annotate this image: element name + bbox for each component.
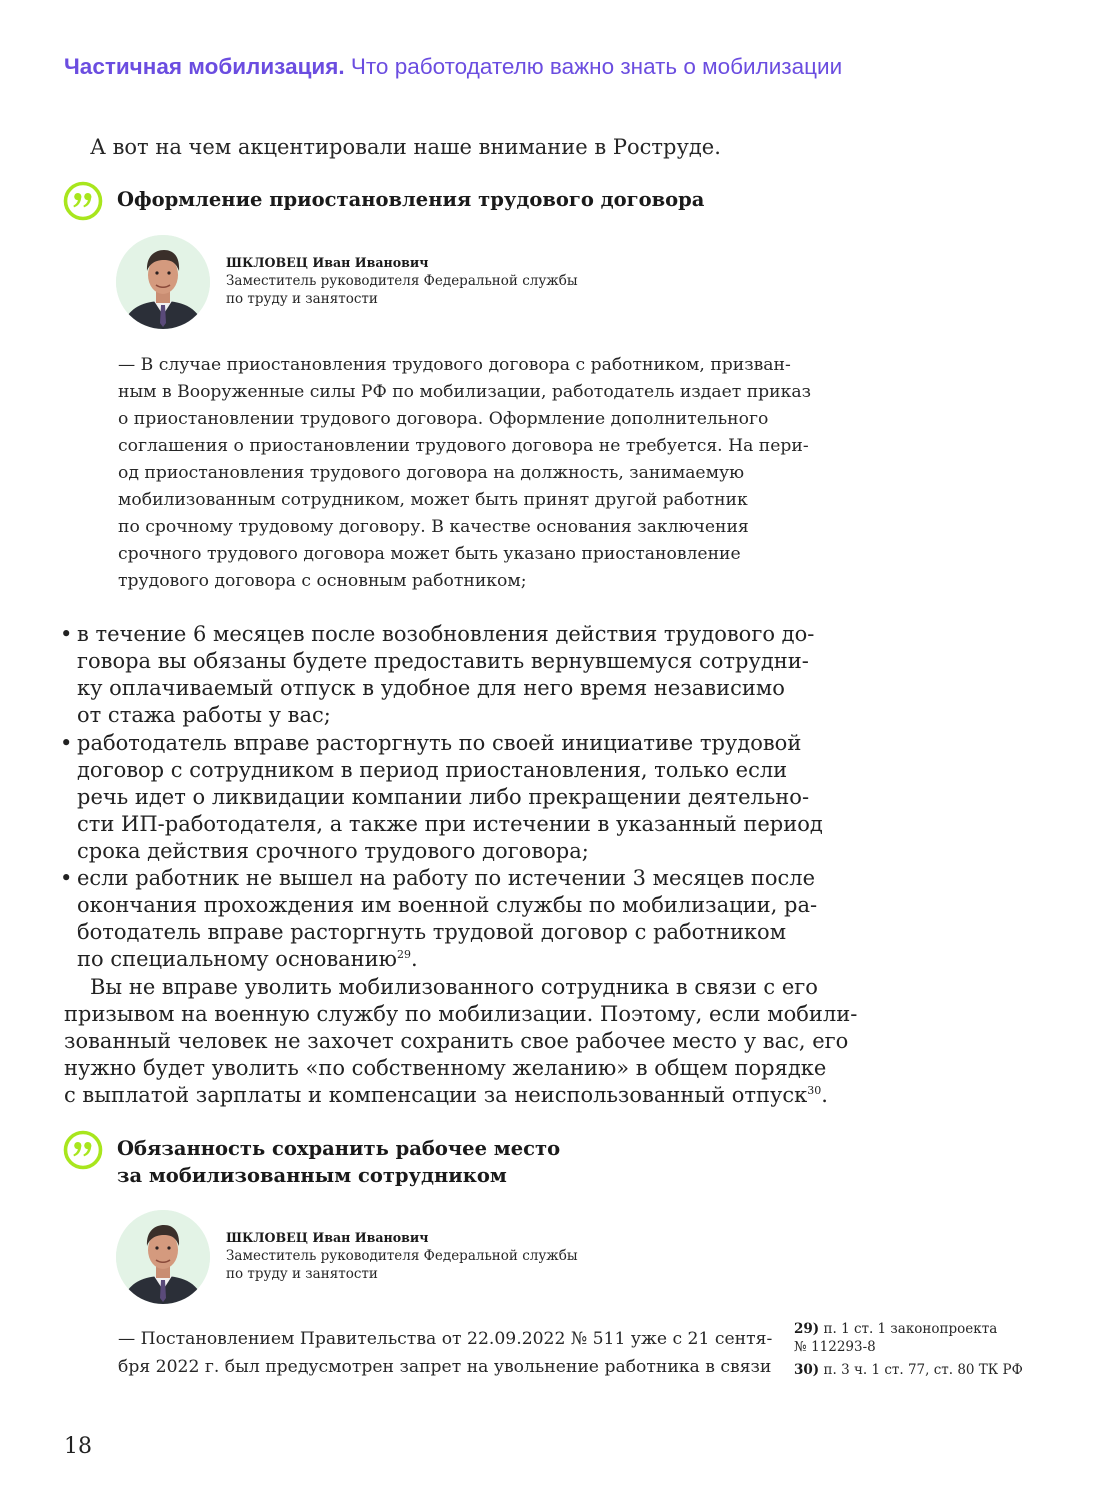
header-bold: Частичная мобилизация. <box>64 54 345 79</box>
paragraph-line: нужно будет уволить «по собственному желанию» в общем порядке <box>64 1056 827 1080</box>
section2-title: за мобилизованным сотрудником <box>117 1164 507 1187</box>
section1-title: Оформление приостановления трудового договора <box>117 188 705 211</box>
speaker-role-line: Заместитель руководителя Федеральной службы <box>226 273 578 289</box>
bullet-line: сти ИП-работодателя, а также при истечении в указанный период <box>77 812 823 836</box>
footnote-ref[interactable]: 29 <box>396 948 411 961</box>
quote-line: по срочному трудовому договору. В качестве основания заключения <box>118 517 749 537</box>
running-header <box>64 54 842 80</box>
quote-line: срочного трудового договора может быть указано приостановление <box>118 544 741 564</box>
bullet-line: ботодатель вправе расторгнуть трудовой договор с работником <box>77 920 787 944</box>
intro-text: А вот на чем акцентировали наше внимание в Роструде. <box>90 135 721 159</box>
quote-line: ным в Вооруженные силы РФ по мобилизации, работодатель издает приказ <box>118 382 811 402</box>
quote-line: о приостановлении трудового договора. Оформление дополнительного <box>118 409 769 429</box>
speaker-photo <box>116 235 210 329</box>
bullet-line: договор с сотрудником в период приостановления, только если <box>77 758 788 782</box>
bullet-line: от стажа работы у вас; <box>77 703 331 727</box>
bullet-marker: • <box>60 866 73 890</box>
speaker-photo <box>116 1210 210 1304</box>
speaker-name: ШКЛОВЕЦ Иван Иванович <box>226 1230 429 1245</box>
bullet-line: ку оплачиваемый отпуск в удобное для него время независимо <box>77 676 785 700</box>
bullet-line: работодатель вправе расторгнуть по своей инициативе трудовой <box>77 731 802 755</box>
speaker-role-line: по труду и занятости <box>226 1266 378 1282</box>
bullet-marker: • <box>60 731 73 755</box>
bullet-line: говора вы обязаны будете предоставить вернувшемуся сотрудни- <box>77 649 809 673</box>
quote-mark-icon <box>63 181 103 221</box>
quote-mark-icon <box>63 1130 103 1170</box>
quote-line: бря 2022 г. был предусмотрен запрет на увольнение работника в связи <box>118 1357 772 1377</box>
bullet-line: если работник не вышел на работу по истечении 3 месяцев после <box>77 866 816 890</box>
footnote-30: 30) п. 3 ч. 1 ст. 77, ст. 80 ТК РФ <box>794 1362 1023 1378</box>
quote-line: соглашения о приостановлении трудового договора не требуется. На пери- <box>118 436 809 456</box>
quote-line: — Постановлением Правительства от 22.09.2022 № 511 уже с 21 сентя- <box>118 1329 773 1349</box>
bullet-line: срока действия срочного трудового договора; <box>77 839 589 863</box>
quote-line: трудового договора с основным работником; <box>118 571 527 591</box>
quote-line: од приостановления трудового договора на должность, занимаемую <box>118 463 745 483</box>
paragraph-line: Вы не вправе уволить мобилизованного сотрудника в связи с его <box>90 975 818 999</box>
quote-line: — В случае приостановления трудового договора с работником, призван- <box>118 355 791 375</box>
bullet-marker: • <box>60 622 73 646</box>
footnote-ref[interactable]: 30 <box>807 1084 822 1097</box>
footnote-29: 29) п. 1 ст. 1 законопроекта <box>794 1321 998 1337</box>
speaker-role-line: по труду и занятости <box>226 291 378 307</box>
paragraph-line: с выплатой зарплаты и компенсации за неиспользованный отпуск$^{30}$. <box>64 1083 828 1107</box>
bullet-line: окончания прохождения им военной службы по мобилизации, ра- <box>77 893 818 917</box>
header-rest: Что работодателю важно знать о мобилизации <box>344 54 843 79</box>
paragraph-line: призывом на военную службу по мобилизации. Поэтому, если мобили- <box>64 1002 858 1026</box>
quote-line: мобилизованным сотрудником, может быть принят другой работник <box>118 490 748 510</box>
footnote-29-cont: № 112293-8 <box>794 1339 876 1355</box>
bullet-line: речь идет о ликвидации компании либо прекращении деятельно- <box>77 785 810 809</box>
bullet-line: в течение 6 месяцев после возобновления действия трудового до- <box>77 622 815 646</box>
speaker-name: ШКЛОВЕЦ Иван Иванович <box>226 255 429 270</box>
bullet-line: по специальному основанию$^{29}$. <box>77 947 418 971</box>
section2-title: Обязанность сохранить рабочее место <box>117 1137 561 1160</box>
speaker-role-line: Заместитель руководителя Федеральной службы <box>226 1248 578 1264</box>
paragraph-line: зованный человек не захочет сохранить свое рабочее место у вас, его <box>64 1029 849 1053</box>
page-number: 18 <box>64 1434 92 1459</box>
